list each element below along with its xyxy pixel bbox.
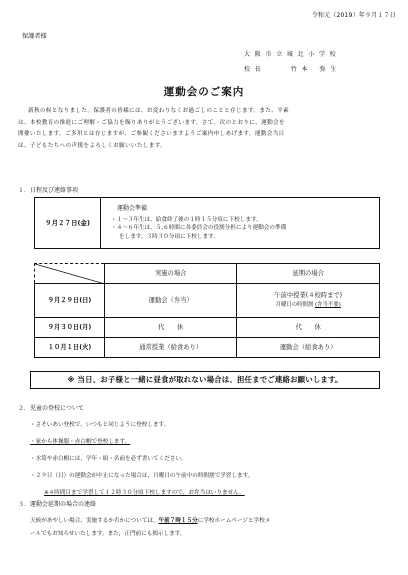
schedule-date: ９月３０日(月)	[35, 318, 105, 338]
schedule-header-row	[35, 264, 380, 284]
intro-line: 新秋の候となりました。保護者の皆様には、お変わりなくお過ごしのことと存じます。また、平素	[28, 108, 290, 114]
prep-item: ・１～３年生は，給食終了後の１時１５分頃に下校します。	[111, 216, 262, 223]
schedule-table	[34, 263, 380, 358]
postponed-timetable: 月曜日の時間割	[275, 302, 314, 309]
postponement-line	[30, 515, 390, 528]
principal-line	[244, 65, 394, 80]
list-item	[30, 435, 390, 452]
list-item-underlined: ※４時間目まで学習して１２時３０分頃下校しますので，お弁当はいりません。	[44, 490, 245, 496]
sender-block	[244, 50, 394, 80]
postponement-text: に学校ホームページと学校メ	[197, 518, 271, 524]
attendance-list	[30, 418, 390, 503]
list-item: ・２９日（日）の運動会が中止になった場合は，月曜日の午前中の時間割で学習します。	[30, 473, 254, 479]
schedule-date: １０月１日(火)	[35, 338, 105, 358]
prep-title: 運動会準備	[117, 205, 148, 213]
postponement-line: ールでもお知らせいたします。また，正門前にも掲示します。	[30, 531, 186, 538]
list-item: ・水筒や赤白帽には，学年・組・名前を必ず書いてください。	[30, 456, 187, 462]
document-date: 令和元（2019）年９月１７日	[311, 12, 396, 19]
schedule-row	[35, 338, 380, 358]
principal-title: 校 長	[244, 66, 263, 73]
schedule-postponed: 代 休	[237, 318, 380, 338]
schedule-row	[35, 284, 380, 318]
postponed-line	[237, 301, 379, 309]
schedule-postponed: 運動会（給食あり）	[237, 338, 380, 358]
postponed-line: 午前中授業(４校時まで)	[274, 292, 343, 300]
schedule-held: 代 休	[105, 318, 237, 338]
schedule-row	[35, 318, 380, 338]
prep-item: ・４～６年生は，５,６時間に各委員会の役割分担により運動会の準備	[111, 225, 287, 232]
intro-line: は、本校教育の推進にご理解・ご協力を賜りありがとうございます。さて、次のとおりに、運動会を	[18, 119, 285, 126]
schedule-date: ９月２９日(日)	[35, 284, 105, 318]
prep-day-table	[34, 197, 380, 249]
schedule-corner-cell	[35, 264, 105, 284]
lunch-notice-box: ※ 当日、お子様と一緒に昼食が取れない場合は、担任までご連絡お願いします。	[30, 371, 380, 389]
prep-date: ９月２７日(金)	[35, 198, 101, 249]
column-header-held: 実施の場合	[105, 264, 237, 284]
schedule-held: 通常授業（給食あり）	[105, 338, 237, 358]
postponement-text: 天候があやしい場合、実施するか否かについては，	[30, 518, 159, 524]
schedule-held: 運動会（弁当）	[105, 284, 237, 318]
list-item-underlined: ・家から体操服・赤白帽で登校します。	[30, 439, 131, 445]
column-header-postponed: 延期の場合	[237, 264, 380, 284]
intro-line: は、子どもたちへの声援をよろしくお願いいたします。	[18, 142, 167, 149]
intro-line: 開催いたします。ご多用とは存じますが、ご参観くださいますようご案内申しあげます。運動会当日	[18, 131, 285, 138]
diagonal-line	[35, 264, 105, 284]
addressee: 保護者様	[22, 33, 47, 40]
no-lunch-note: (弁当不要)	[315, 302, 341, 309]
list-item: ・さそいあい登校で，いつもと同じように登校します。	[30, 422, 170, 428]
section-heading-attendance: ２．児童の登校について	[18, 405, 84, 412]
postponement-paragraph	[30, 515, 390, 542]
section-heading-postponement: ３．運動会延期の場合の連絡	[18, 501, 97, 508]
prep-details	[101, 198, 380, 249]
schedule-postponed	[237, 284, 380, 318]
section-heading-schedule: １．日程及び連絡事項	[18, 187, 79, 194]
document-title: 運動会のご案内	[163, 86, 245, 98]
intro-paragraph	[18, 106, 394, 153]
announcement-time: 午前７時１５分	[158, 518, 198, 524]
principal-name: 竹 本 弥 生	[290, 66, 338, 73]
school-name: 大 阪 市 立 城 北 小 学 校	[244, 51, 338, 58]
prep-item-continued: をします。３時３０分頃に下校します。	[119, 233, 219, 240]
